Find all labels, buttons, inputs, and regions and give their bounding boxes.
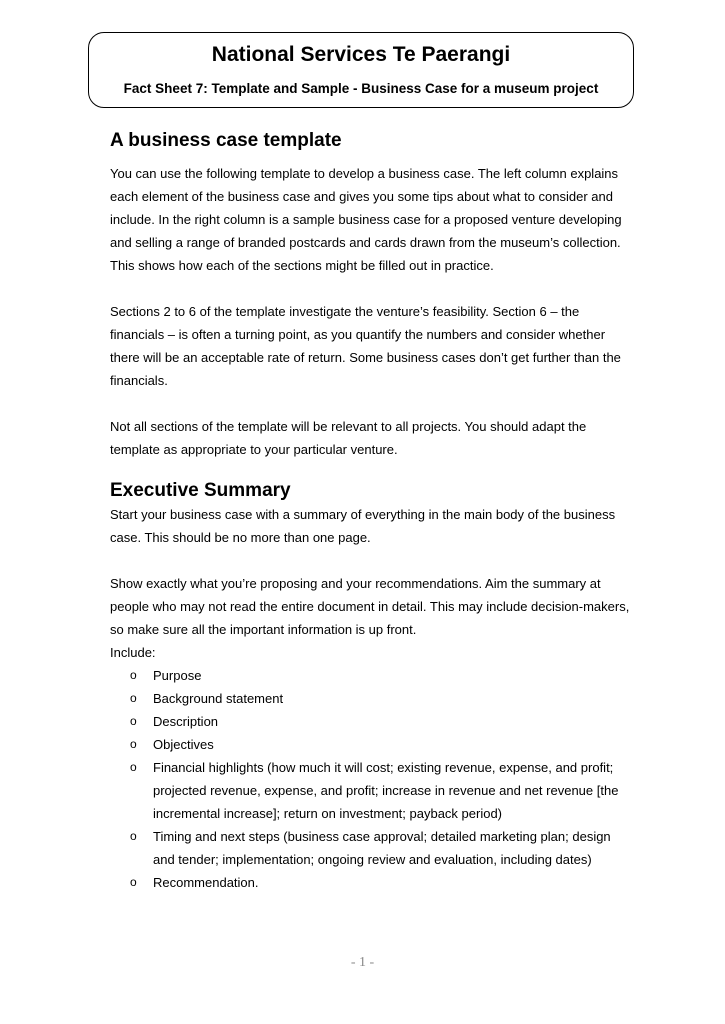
bullet-icon: o (130, 875, 137, 889)
bullet-icon: o (130, 668, 137, 682)
main-content (110, 128, 630, 894)
paragraph-summary-aim: Show exactly what you’re proposing and your recommendations. Aim the summary at people who may not read the entire document in detail. This may include decision-makers, so make sure all the important information is up front. (110, 576, 630, 637)
bullet-icon: o (130, 760, 137, 774)
list-item: o Recommendation. (110, 871, 630, 894)
bullet-icon: o (130, 691, 137, 705)
paragraph-intro: You can use the following template to develop a business case. The left column explains each element of the business case and gives you some tips about what to consider and include. In the right column is a sample business case for a proposed venture developing and selling a range of branded postcards and cards drawn from the museum’s collection. This shows how each of the sections might be filled out in practice. (110, 166, 622, 273)
include-list (110, 664, 630, 894)
document-title: National Services Te Paerangi (211, 43, 511, 66)
list-item: o Objectives (110, 733, 630, 756)
paragraph-spacer (110, 549, 630, 572)
bullet-icon: o (130, 737, 137, 751)
bullet-icon: o (130, 714, 137, 728)
section-heading-executive-summary: Executive Summary (110, 480, 291, 501)
paragraph-adapt: Not all sections of the template will be relevant to all projects. You should adapt the template as appropriate to your particular venture. (110, 419, 587, 457)
paragraph-spacer (110, 392, 630, 415)
paragraph-spacer (110, 277, 630, 300)
header-box (88, 32, 634, 108)
list-item: o Purpose (110, 664, 630, 687)
paragraph-feasibility: Sections 2 to 6 of the template investigate the venture’s feasibility. Section 6 – the financials – is often a turning point, as you quantify the numbers and consider whether there will be an acceptable rate of return. Some business cases don’t get further than the financials. (110, 304, 621, 388)
section-heading-business-case-template: A business case template (110, 130, 342, 151)
include-label: Include: (110, 645, 156, 660)
list-item: o Description (110, 710, 630, 733)
list-item: o Timing and next steps (business case approval; detailed marketing plan; design and tender; implementation; ongoing review and evaluation, including dates) (110, 825, 630, 871)
document-subtitle: Fact Sheet 7: Template and Sample - Business Case for a museum project (123, 81, 599, 96)
page-number: - 1 - (350, 955, 375, 970)
paragraph-summary-start: Start your business case with a summary of everything in the main body of the business case. This should be no more than one page. (110, 507, 616, 545)
bullet-icon: o (130, 829, 137, 843)
list-item: o Financial highlights (how much it will cost; existing revenue, expense, and profit; projected revenue, expense, and profit; increase in revenue and net revenue [the incremental increase]; return on investment; payback period) (110, 756, 630, 825)
list-item: o Background statement (110, 687, 630, 710)
